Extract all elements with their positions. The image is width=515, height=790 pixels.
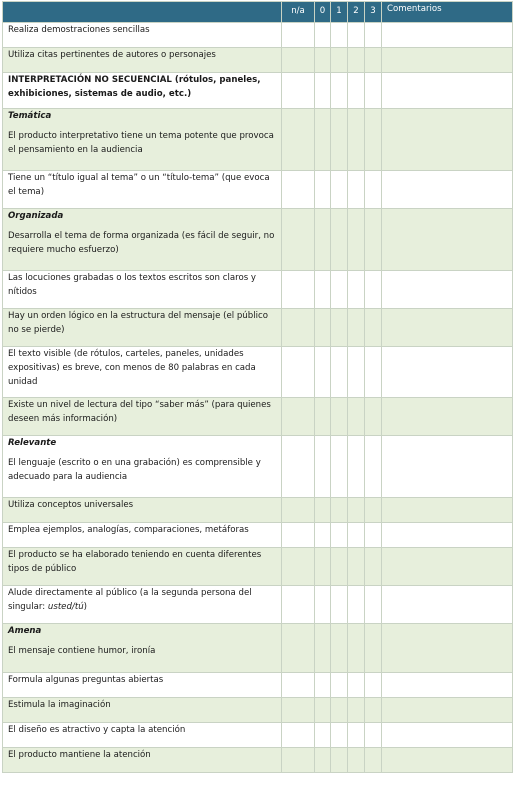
na-cell[interactable] xyxy=(282,73,315,109)
comments-cell[interactable] xyxy=(382,398,513,436)
score-1-cell[interactable] xyxy=(331,748,348,773)
score-0-cell[interactable] xyxy=(315,209,331,271)
score-3-column-header: 3 xyxy=(365,2,382,23)
score-3-cell[interactable] xyxy=(365,23,382,48)
comments-cell[interactable] xyxy=(382,73,513,109)
score-0-cell[interactable] xyxy=(315,523,331,548)
score-3-cell[interactable] xyxy=(365,498,382,523)
score-1-cell[interactable] xyxy=(331,698,348,723)
score-0-cell[interactable] xyxy=(315,548,331,586)
score-0-cell[interactable] xyxy=(315,73,331,109)
criterion-cell: El producto mantiene la atención xyxy=(3,748,282,773)
table-row xyxy=(3,271,513,309)
score-1-cell[interactable] xyxy=(331,171,348,209)
category-heading: Organizada xyxy=(8,211,64,221)
comments-column-header: Comentarios xyxy=(382,2,513,23)
comments-cell[interactable] xyxy=(382,436,513,498)
score-1-cell[interactable] xyxy=(331,624,348,673)
category-heading: Relevante xyxy=(8,438,57,448)
score-3-cell[interactable] xyxy=(365,698,382,723)
table-row xyxy=(3,171,513,209)
table-row xyxy=(3,523,513,548)
score-3-cell[interactable] xyxy=(365,748,382,773)
na-cell[interactable] xyxy=(282,586,315,624)
score-1-cell[interactable] xyxy=(331,436,348,498)
section-title-cell: INTERPRETACIÓN NO SECUENCIAL (rótulos, paneles, exhibiciones, sistemas de audio, etc.) xyxy=(3,73,282,109)
score-2-cell[interactable] xyxy=(348,109,365,171)
score-0-cell[interactable] xyxy=(315,586,331,624)
criterion-text: Alude directamente al público (a la segunda persona del singular: xyxy=(8,588,252,612)
category-heading: Temática xyxy=(8,111,52,121)
score-2-cell[interactable] xyxy=(348,347,365,398)
criterion-italic-text: usted/tú xyxy=(47,602,84,612)
table-row xyxy=(3,624,513,673)
score-3-cell[interactable] xyxy=(365,48,382,73)
na-cell[interactable] xyxy=(282,109,315,171)
score-1-cell[interactable] xyxy=(331,723,348,748)
criterion-cell: Realiza demostraciones sencillas xyxy=(3,23,282,48)
score-3-cell[interactable] xyxy=(365,723,382,748)
criterion-cell: El diseño es atractivo y capta la atención xyxy=(3,723,282,748)
score-2-cell[interactable] xyxy=(348,624,365,673)
table-row xyxy=(3,23,513,48)
score-0-cell[interactable] xyxy=(315,498,331,523)
score-1-cell[interactable] xyxy=(331,548,348,586)
criterion-cell: El texto visible (de rótulos, carteles, paneles, unidades expositivas) es breve, con menos de 80 palabras en cada unidad xyxy=(3,347,282,398)
score-0-cell[interactable] xyxy=(315,723,331,748)
na-cell[interactable] xyxy=(282,271,315,309)
score-3-cell[interactable] xyxy=(365,347,382,398)
na-cell[interactable] xyxy=(282,723,315,748)
comments-cell[interactable] xyxy=(382,698,513,723)
score-1-cell[interactable] xyxy=(331,398,348,436)
criterion-cell xyxy=(3,109,282,171)
comments-cell[interactable] xyxy=(382,23,513,48)
comments-cell[interactable] xyxy=(382,748,513,773)
criterion-cell: Formula algunas preguntas abiertas xyxy=(3,673,282,698)
na-cell[interactable] xyxy=(282,48,315,73)
score-0-cell[interactable] xyxy=(315,347,331,398)
criterion-cell: El producto se ha elaborado teniendo en cuenta diferentes tipos de público xyxy=(3,548,282,586)
evaluation-rubric-table xyxy=(2,1,513,773)
score-0-cell[interactable] xyxy=(315,698,331,723)
na-cell[interactable] xyxy=(282,548,315,586)
score-1-cell[interactable] xyxy=(331,271,348,309)
table-row xyxy=(3,48,513,73)
table-row xyxy=(3,398,513,436)
score-0-cell[interactable] xyxy=(315,748,331,773)
criterion-text: Desarrolla el tema de forma organizada (es fácil de seguir, no requiere mucho esfuerzo) xyxy=(8,231,275,255)
score-1-cell[interactable] xyxy=(331,309,348,347)
na-cell[interactable] xyxy=(282,523,315,548)
score-1-cell[interactable] xyxy=(331,586,348,624)
criterion-text-tail: ) xyxy=(83,602,87,612)
score-2-cell[interactable] xyxy=(348,23,365,48)
score-2-cell[interactable] xyxy=(348,73,365,109)
score-3-cell[interactable] xyxy=(365,171,382,209)
table-row xyxy=(3,748,513,773)
score-0-cell[interactable] xyxy=(315,436,331,498)
na-cell[interactable] xyxy=(282,23,315,48)
score-0-cell[interactable] xyxy=(315,309,331,347)
category-heading: Amena xyxy=(8,626,42,636)
score-3-cell[interactable] xyxy=(365,548,382,586)
score-2-cell[interactable] xyxy=(348,698,365,723)
score-1-cell[interactable] xyxy=(331,673,348,698)
criterion-cell: Hay un orden lógico en la estructura del mensaje (el público no se pierde) xyxy=(3,309,282,347)
score-3-cell[interactable] xyxy=(365,523,382,548)
score-1-column-header: 1 xyxy=(331,2,348,23)
score-3-cell[interactable] xyxy=(365,398,382,436)
score-2-cell[interactable] xyxy=(348,523,365,548)
na-cell[interactable] xyxy=(282,309,315,347)
score-0-column-header: 0 xyxy=(315,2,331,23)
table-row xyxy=(3,698,513,723)
score-0-cell[interactable] xyxy=(315,23,331,48)
comments-cell[interactable] xyxy=(382,624,513,673)
na-cell[interactable] xyxy=(282,398,315,436)
score-1-cell[interactable] xyxy=(331,498,348,523)
criterion-text: El mensaje contiene humor, ironía xyxy=(8,646,156,656)
table-row xyxy=(3,723,513,748)
comments-cell[interactable] xyxy=(382,723,513,748)
criterion-cell: Tiene un “título igual al tema” o un “título-tema” (que evoca el tema) xyxy=(3,171,282,209)
score-2-cell[interactable] xyxy=(348,673,365,698)
score-3-cell[interactable] xyxy=(365,73,382,109)
score-0-cell[interactable] xyxy=(315,271,331,309)
score-2-cell[interactable] xyxy=(348,171,365,209)
criterion-cell xyxy=(3,586,282,624)
na-cell[interactable] xyxy=(282,347,315,398)
score-2-cell[interactable] xyxy=(348,436,365,498)
table-row xyxy=(3,347,513,398)
score-1-cell[interactable] xyxy=(331,209,348,271)
table-row xyxy=(3,548,513,586)
header-row xyxy=(3,2,513,23)
na-cell[interactable] xyxy=(282,436,315,498)
score-1-cell[interactable] xyxy=(331,347,348,398)
comments-cell[interactable] xyxy=(382,309,513,347)
score-3-cell[interactable] xyxy=(365,624,382,673)
criterion-cell xyxy=(3,209,282,271)
score-2-cell[interactable] xyxy=(348,271,365,309)
comments-cell[interactable] xyxy=(382,673,513,698)
score-2-cell[interactable] xyxy=(348,398,365,436)
table-row xyxy=(3,209,513,271)
criterion-cell: Las locuciones grabadas o los textos escritos son claros y nítidos xyxy=(3,271,282,309)
table-row xyxy=(3,673,513,698)
table-row xyxy=(3,109,513,171)
comments-cell[interactable] xyxy=(382,523,513,548)
score-3-cell[interactable] xyxy=(365,209,382,271)
score-0-cell[interactable] xyxy=(315,624,331,673)
score-0-cell[interactable] xyxy=(315,171,331,209)
score-1-cell[interactable] xyxy=(331,109,348,171)
score-1-cell[interactable] xyxy=(331,523,348,548)
table-row xyxy=(3,436,513,498)
table-row xyxy=(3,586,513,624)
criterion-cell xyxy=(3,436,282,498)
criteria-column-header xyxy=(3,2,282,23)
comments-cell[interactable] xyxy=(382,498,513,523)
criterion-cell: Utiliza conceptos universales xyxy=(3,498,282,523)
section-title-row xyxy=(3,73,513,109)
score-0-cell[interactable] xyxy=(315,109,331,171)
criterion-text: El producto interpretativo tiene un tema potente que provoca el pensamiento en la audiencia xyxy=(8,131,274,155)
na-column-header: n/a xyxy=(282,2,315,23)
score-3-cell[interactable] xyxy=(365,271,382,309)
score-2-cell[interactable] xyxy=(348,498,365,523)
criterion-text: El lenguaje (escrito o en una grabación) es comprensible y adecuado para la audiencia xyxy=(8,458,261,482)
na-cell[interactable] xyxy=(282,698,315,723)
comments-cell[interactable] xyxy=(382,271,513,309)
score-1-cell[interactable] xyxy=(331,23,348,48)
score-0-cell[interactable] xyxy=(315,673,331,698)
score-2-cell[interactable] xyxy=(348,748,365,773)
score-1-cell[interactable] xyxy=(331,48,348,73)
na-cell[interactable] xyxy=(282,673,315,698)
score-2-cell[interactable] xyxy=(348,309,365,347)
comments-cell[interactable] xyxy=(382,48,513,73)
comments-cell[interactable] xyxy=(382,548,513,586)
comments-cell[interactable] xyxy=(382,209,513,271)
score-0-cell[interactable] xyxy=(315,48,331,73)
score-2-cell[interactable] xyxy=(348,586,365,624)
score-2-cell[interactable] xyxy=(348,723,365,748)
score-2-cell[interactable] xyxy=(348,48,365,73)
score-3-cell[interactable] xyxy=(365,436,382,498)
score-2-column-header: 2 xyxy=(348,2,365,23)
comments-cell[interactable] xyxy=(382,109,513,171)
score-1-cell[interactable] xyxy=(331,73,348,109)
comments-cell[interactable] xyxy=(382,171,513,209)
score-3-cell[interactable] xyxy=(365,309,382,347)
na-cell[interactable] xyxy=(282,498,315,523)
na-cell[interactable] xyxy=(282,624,315,673)
table-row xyxy=(3,498,513,523)
comments-cell[interactable] xyxy=(382,347,513,398)
criterion-cell: Utiliza citas pertinentes de autores o personajes xyxy=(3,48,282,73)
score-3-cell[interactable] xyxy=(365,109,382,171)
score-3-cell[interactable] xyxy=(365,673,382,698)
table-row xyxy=(3,309,513,347)
score-3-cell[interactable] xyxy=(365,586,382,624)
na-cell[interactable] xyxy=(282,748,315,773)
comments-cell[interactable] xyxy=(382,586,513,624)
criterion-cell: Existe un nivel de lectura del tipo “saber más” (para quienes deseen más información) xyxy=(3,398,282,436)
criterion-cell xyxy=(3,624,282,673)
criterion-cell: Emplea ejemplos, analogías, comparaciones, metáforas xyxy=(3,523,282,548)
criterion-cell: Estimula la imaginación xyxy=(3,698,282,723)
na-cell[interactable] xyxy=(282,171,315,209)
na-cell[interactable] xyxy=(282,209,315,271)
score-2-cell[interactable] xyxy=(348,209,365,271)
score-0-cell[interactable] xyxy=(315,398,331,436)
score-2-cell[interactable] xyxy=(348,548,365,586)
